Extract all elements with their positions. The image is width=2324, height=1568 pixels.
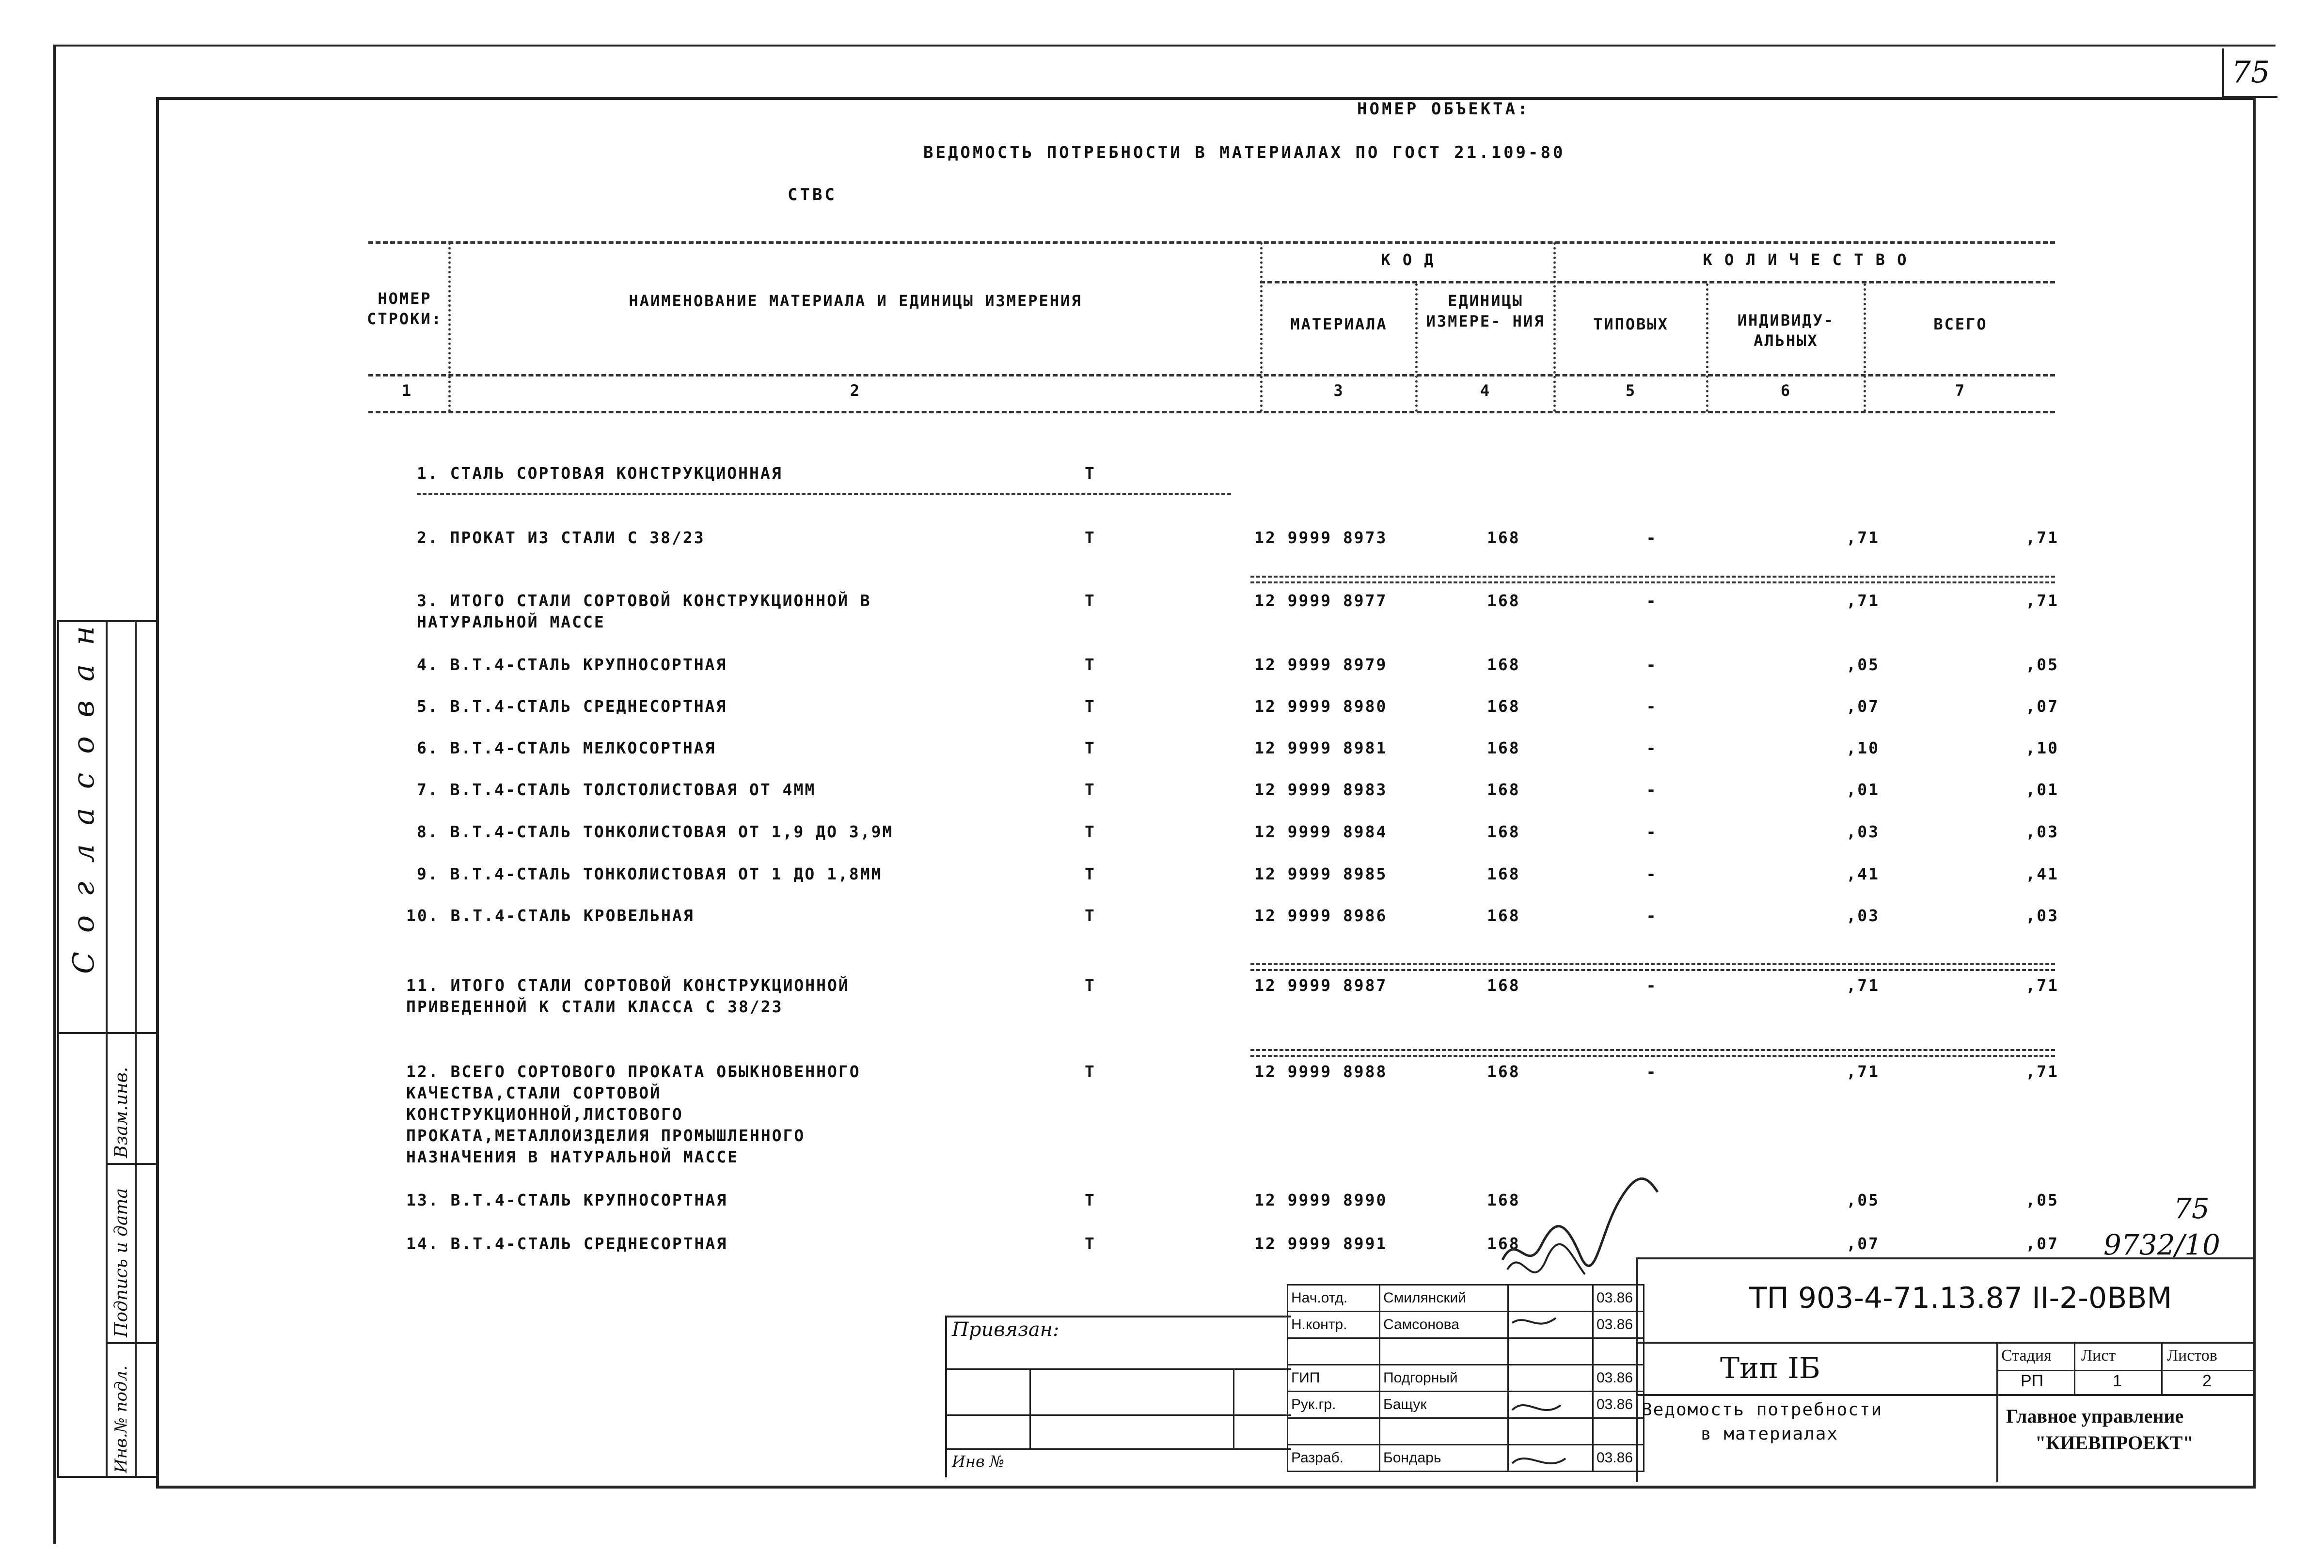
- col-sep: [1415, 283, 1418, 412]
- stage-value: РП: [2021, 1372, 2044, 1390]
- row-total: ,71: [2025, 1062, 2059, 1081]
- row-typical: -: [1646, 822, 1658, 841]
- sig-date: 03.86: [1593, 1445, 1644, 1472]
- row-unit-code: 168: [1487, 528, 1520, 547]
- row-typical: -: [1646, 697, 1658, 716]
- row-individual: ,10: [1846, 738, 1880, 757]
- th-row-number: НОМЕР СТРОКИ:: [367, 289, 443, 328]
- row-typical: -: [1646, 864, 1658, 883]
- col-sep: [1706, 283, 1708, 412]
- sig-role: Разраб.: [1288, 1445, 1380, 1472]
- row-individual: ,07: [1846, 697, 1880, 716]
- sig-name: Бащук: [1380, 1392, 1508, 1418]
- row-unit-code: 168: [1487, 864, 1520, 883]
- row-material-code: 12 9999 8981: [1254, 738, 1388, 757]
- row-name: 14. В.Т.4-СТАЛЬ СРЕДНЕСОРТНАЯ: [406, 1234, 728, 1253]
- doc-title-line1: Ведомость потребности: [1642, 1400, 1883, 1420]
- sig-name: Подгорный: [1380, 1365, 1508, 1392]
- row-typical: -: [1646, 591, 1658, 610]
- sig-date: 03.86: [1593, 1285, 1644, 1312]
- row-individual: ,71: [1846, 528, 1880, 547]
- th-code-material: МАТЕРИАЛА: [1290, 315, 1388, 333]
- row-material-code: 12 9999 8984: [1254, 822, 1388, 841]
- row-unit-code: 168: [1487, 780, 1520, 799]
- sidebar-signature-date-label: Подпись и дата: [111, 1188, 131, 1337]
- row-unit: Т: [1085, 591, 1096, 610]
- sig-name: Смилянский: [1380, 1285, 1508, 1312]
- row-total: ,71: [2025, 528, 2059, 547]
- row-unit: Т: [1085, 1191, 1096, 1209]
- sig-role: Н.контр.: [1288, 1312, 1380, 1338]
- row-total: ,05: [2025, 1191, 2059, 1209]
- row-individual: ,05: [1846, 655, 1880, 674]
- col-sep: [1260, 242, 1263, 412]
- row-material-code: 12 9999 8988: [1254, 1062, 1388, 1081]
- row-name: 5. В.Т.4-СТАЛЬ СРЕДНЕСОРТНАЯ: [417, 697, 727, 716]
- row-individual: ,01: [1846, 780, 1880, 799]
- row-typical: -: [1646, 906, 1658, 925]
- row-name: 9. В.Т.4-СТАЛЬ ТОНКОЛИСТОВАЯ ОТ 1 ДО 1,8ММ: [417, 864, 883, 883]
- col-number: 1: [401, 381, 413, 400]
- col-number: 2: [850, 381, 861, 400]
- doc-title-line2: в материалах: [1701, 1424, 1839, 1444]
- title-block: [1636, 1257, 2253, 1482]
- row-name: 13. В.Т.4-СТАЛЬ КРУПНОСОРТНАЯ: [406, 1191, 728, 1209]
- row-unit: Т: [1085, 822, 1096, 841]
- row-name: 4. В.Т.4-СТАЛЬ КРУПНОСОРТНАЯ: [417, 655, 727, 674]
- row-unit-code: 168: [1487, 655, 1520, 674]
- row-unit: Т: [1085, 1062, 1096, 1081]
- row-name: 7. В.Т.4-СТАЛЬ ТОЛСТОЛИСТОВАЯ ОТ 4ММ: [417, 780, 816, 799]
- row-unit-code: 168: [1487, 738, 1520, 757]
- row-individual: ,71: [1846, 976, 1880, 995]
- th-code-unit: ЕДИНИЦЫ ИЗМЕРЕ- НИЯ: [1426, 292, 1545, 330]
- sig-date: 03.86: [1593, 1312, 1644, 1338]
- row-typical: -: [1646, 1062, 1658, 1081]
- row-unit-code: 168: [1487, 1191, 1520, 1209]
- row-unit: Т: [1085, 780, 1096, 799]
- row-name: 10. В.Т.4-СТАЛЬ КРОВЕЛЬНАЯ: [406, 906, 695, 925]
- th-name: НАИМЕНОВАНИЕ МАТЕРИАЛА И ЕДИНИЦЫ ИЗМЕРЕНИЯ: [629, 292, 1082, 310]
- col-sep: [1864, 283, 1866, 412]
- row-name: 8. В.Т.4-СТАЛЬ ТОНКОЛИСТОВАЯ ОТ 1,9 ДО 3,9М: [417, 822, 894, 841]
- stage-label: Стадия: [2001, 1347, 2052, 1364]
- inv-label: Инв №: [952, 1452, 1005, 1471]
- sig-name: Самсонова: [1380, 1312, 1508, 1338]
- sidebar-orig-inv-label: Инв.№ подл.: [111, 1365, 131, 1473]
- row-material-code: 12 9999 8986: [1254, 906, 1388, 925]
- row-material-code: 12 9999 8979: [1254, 655, 1388, 674]
- row-typical: -: [1646, 655, 1658, 674]
- sheet-corner-number: 75: [2222, 48, 2277, 98]
- side-note-page: 75: [2174, 1192, 2210, 1225]
- row-unit: Т: [1085, 976, 1096, 995]
- sheet-value: 1: [2113, 1372, 2122, 1390]
- row-total: ,03: [2025, 906, 2059, 925]
- col-number: 5: [1625, 381, 1637, 400]
- number-row-rule: [368, 411, 2055, 413]
- row-name: 12. ВСЕГО СОРТОВОГО ПРОКАТА ОБЫКНОВЕННОГО КАЧЕСТВА,СТАЛИ СОРТОВОЙ КОНСТРУКЦИОННОЙ,ЛИСТОВОГО ПРОКАТА,МЕТАЛЛОИЗДЕЛИЯ ПРОМЫШЛЕННОГО НАЗНАЧЕНИЯ В НАТУРАЛЬНОЙ МАССЕ: [406, 1062, 861, 1166]
- document-title: ВЕДОМОСТЬ ПОТРЕБНОСТИ В МАТЕРИАЛАХ ПО ГОСТ 21.109-80: [923, 143, 1565, 162]
- sidebar-replace-inv-label: Взам.инв.: [111, 1066, 131, 1158]
- sig-role: [1288, 1338, 1380, 1365]
- sheet-label: Лист: [2081, 1347, 2116, 1364]
- row-unit: Т: [1085, 1234, 1096, 1253]
- col-number: 4: [1480, 381, 1491, 400]
- row-unit: Т: [1085, 738, 1096, 757]
- row-total: ,41: [2025, 864, 2059, 883]
- row-unit: Т: [1085, 528, 1096, 547]
- row-unit-code: 168: [1487, 591, 1520, 610]
- row-material-code: 12 9999 8990: [1254, 1191, 1388, 1209]
- row-name: 2. ПРОКАТ ИЗ СТАЛИ С 38/23: [417, 528, 705, 547]
- row-individual: ,07: [1846, 1234, 1880, 1253]
- object-number-label: НОМЕР ОБЪЕКТА:: [1357, 99, 1530, 119]
- row-material-code: 12 9999 8980: [1254, 697, 1388, 716]
- group-rule: [1260, 281, 2055, 283]
- approval-sidebar: [57, 620, 159, 1478]
- sig-role: ГИП: [1288, 1365, 1380, 1392]
- sheets-value: 2: [2202, 1372, 2212, 1390]
- org-line1: Главное управление: [2006, 1405, 2184, 1427]
- table-top-rule: [368, 241, 2055, 244]
- th-qty-individual: ИНДИВИДУ- АЛЬНЫХ: [1737, 311, 1835, 350]
- sig-date: 03.86: [1593, 1365, 1644, 1392]
- row-total: ,07: [2025, 697, 2059, 716]
- row-unit: Т: [1085, 906, 1096, 925]
- doc-type: Тип IБ: [1720, 1351, 1820, 1385]
- th-qty-total: ВСЕГО: [1933, 315, 1988, 333]
- row-unit: Т: [1085, 655, 1096, 674]
- sidebar-agreed-label: С о г л а с о в а н: [67, 621, 101, 974]
- row-material-code: 12 9999 8987: [1254, 976, 1388, 995]
- row-name: 6. В.Т.4-СТАЛЬ МЕЛКОСОРТНАЯ: [417, 738, 716, 757]
- col-sep: [1553, 242, 1556, 412]
- row-unit-code: 168: [1487, 906, 1520, 925]
- binding-block: [945, 1316, 1291, 1477]
- th-quantity-group: К О Л И Ч Е С Т В О: [1703, 251, 1908, 269]
- row-unit-code: 168: [1487, 1062, 1520, 1081]
- total-double-rule: [1250, 576, 2055, 583]
- row-unit-code: 168: [1487, 976, 1520, 995]
- row-material-code: 12 9999 8973: [1254, 528, 1388, 547]
- binding-label: Привязан:: [952, 1318, 1059, 1341]
- row-individual: ,03: [1846, 822, 1880, 841]
- row-individual: ,71: [1846, 1062, 1880, 1081]
- sig-role: [1288, 1418, 1380, 1445]
- row-typical: -: [1646, 528, 1658, 547]
- row-total: ,05: [2025, 655, 2059, 674]
- col-sep: [448, 242, 451, 412]
- row-name: 3. ИТОГО СТАЛИ СОРТОВОЙ КОНСТРУКЦИОННОЙ В НАТУРАЛЬНОЙ МАССЕ: [417, 591, 871, 631]
- sig-name: Бондарь: [1380, 1445, 1508, 1472]
- row-typical: -: [1646, 738, 1658, 757]
- row-individual: ,71: [1846, 591, 1880, 610]
- row-unit: Т: [1085, 864, 1096, 883]
- sig-role: Рук.гр.: [1288, 1392, 1380, 1418]
- document-subtitle: СТВС: [788, 185, 837, 204]
- row-material-code: 12 9999 8985: [1254, 864, 1388, 883]
- side-note-code: 9732/10: [2103, 1228, 2220, 1261]
- row-unit-code: 168: [1487, 697, 1520, 716]
- sig-date: 03.86: [1593, 1392, 1644, 1418]
- th-code-group: К О Д: [1381, 251, 1435, 269]
- row-typical: -: [1646, 780, 1658, 799]
- row-material-code: 12 9999 8977: [1254, 591, 1388, 610]
- row-total: ,71: [2025, 591, 2059, 610]
- row-unit: Т: [1085, 464, 1096, 483]
- total-double-rule: [1250, 1049, 2055, 1057]
- col-number: 3: [1333, 381, 1344, 400]
- sig-role: Нач.отд.: [1288, 1285, 1380, 1312]
- row-unit-code: 168: [1487, 822, 1520, 841]
- doc-designation: ТП 903-4-71.13.87 II-2-0ВВМ: [1749, 1281, 2172, 1315]
- row-unit-code: 168: [1487, 1234, 1520, 1253]
- row-individual: ,41: [1846, 864, 1880, 883]
- row-unit: Т: [1085, 697, 1096, 716]
- row-individual: ,05: [1846, 1191, 1880, 1209]
- section-underline: [417, 493, 1231, 495]
- row-total: ,01: [2025, 780, 2059, 799]
- th-qty-typical: ТИПОВЫХ: [1593, 315, 1669, 333]
- header-rule: [368, 374, 2055, 376]
- sheets-label: Листов: [2167, 1347, 2217, 1364]
- row-material-code: 12 9999 8983: [1254, 780, 1388, 799]
- row-typical: -: [1646, 976, 1658, 995]
- org-line2: "КИЕВПРОЕКТ": [2035, 1432, 2194, 1454]
- row-name: 1. СТАЛЬ СОРТОВАЯ КОНСТРУКЦИОННАЯ: [417, 464, 783, 483]
- row-material-code: 12 9999 8991: [1254, 1234, 1388, 1253]
- row-total: ,03: [2025, 822, 2059, 841]
- row-total: ,10: [2025, 738, 2059, 757]
- row-total: ,71: [2025, 976, 2059, 995]
- row-individual: ,03: [1846, 906, 1880, 925]
- row-total: ,07: [2025, 1234, 2059, 1253]
- col-number: 6: [1780, 381, 1792, 400]
- col-number: 7: [1955, 381, 1966, 400]
- total-double-rule: [1250, 963, 2055, 971]
- row-name: 11. ИТОГО СТАЛИ СОРТОВОЙ КОНСТРУКЦИОННОЙ ПРИВЕДЕННОЙ К СТАЛИ КЛАССА С 38/23: [406, 976, 850, 1016]
